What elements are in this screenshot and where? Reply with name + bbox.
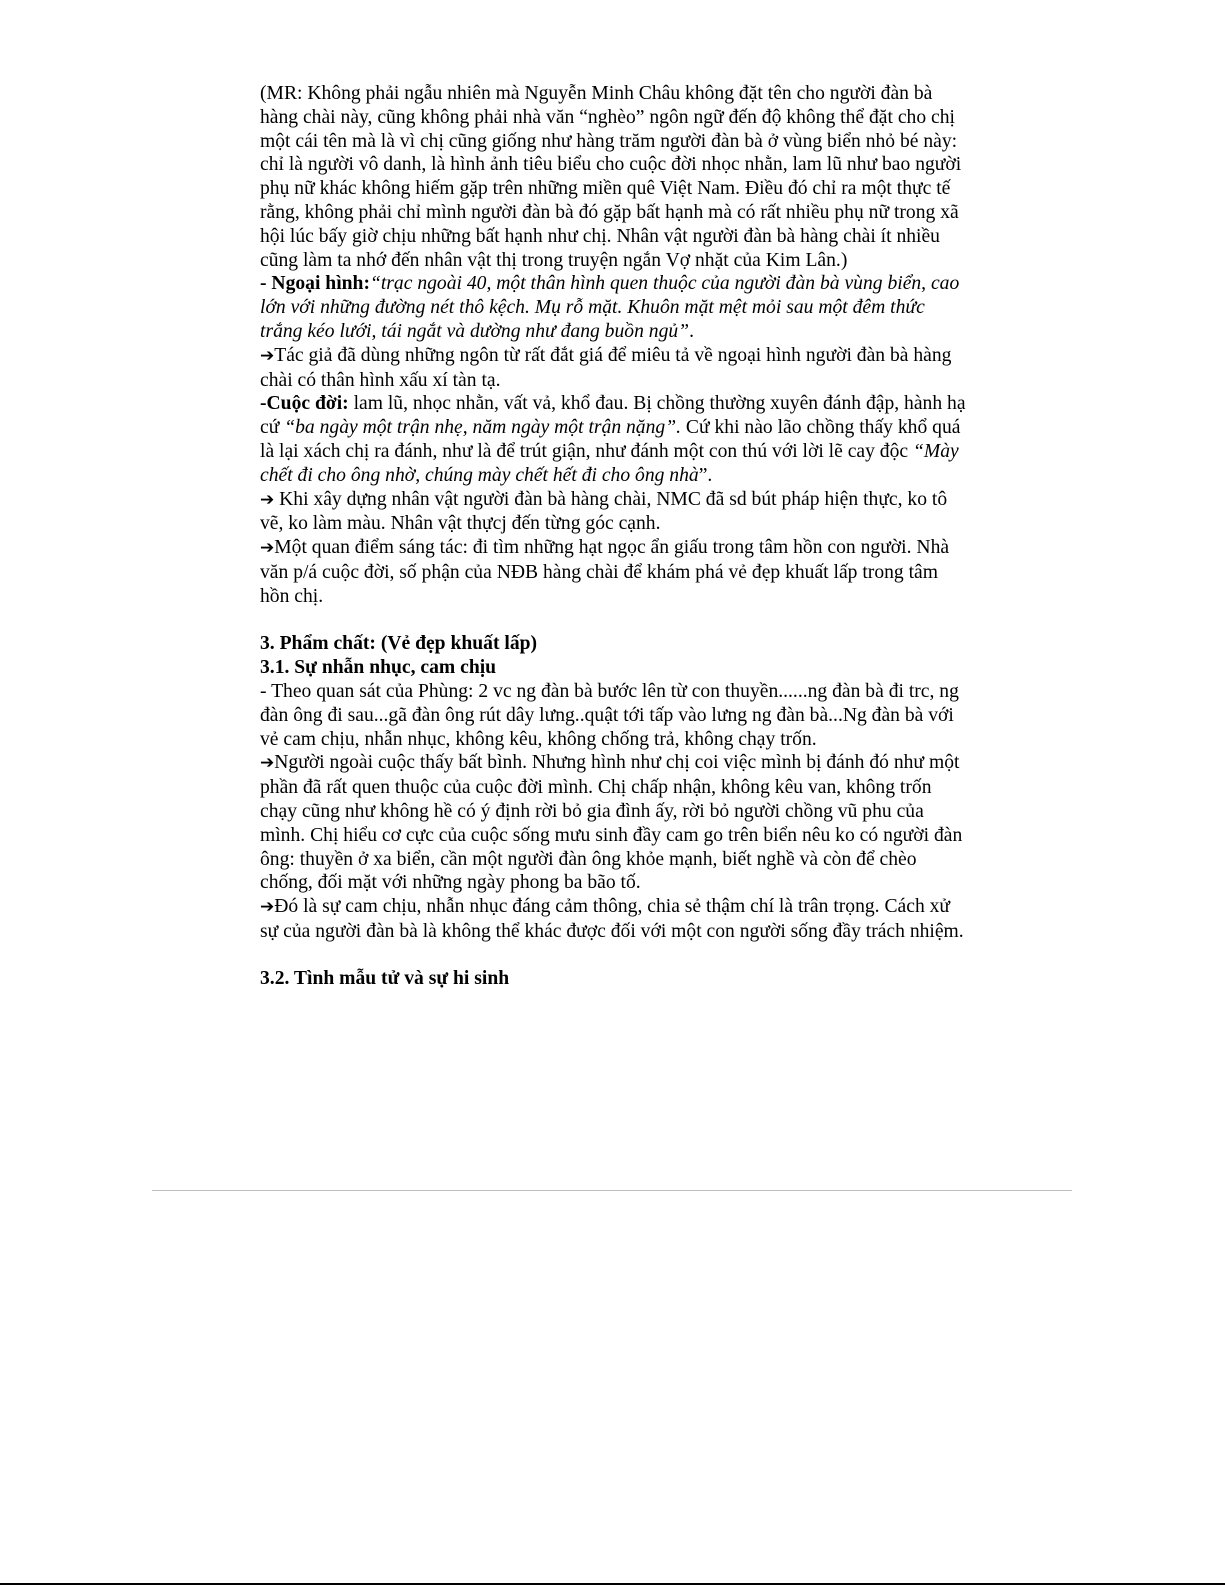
life-text-1: lam lũ, nhọc nhằn, vất vả, khổ đau. Bị chồng thường xuyên đánh đập, hành hạ cứ (260, 393, 966, 439)
document-body (260, 82, 968, 991)
method-note-text: Khi xây dựng nhân vật người đàn bà hàng chài, NMC đã sd bút pháp hiện thực, ko tô vẽ, ko làm màu. Nhân vật thựcj đến từng góc cạnh. (260, 488, 948, 535)
right-arrow-icon: ➔ (260, 489, 275, 510)
life-paragraph (260, 392, 968, 487)
reaction-note-text: Người ngoài cuộc thấy bất bình. Nhưng hình như chị coi việc mình bị đánh đó như một phần đã rất quen thuộc của cuộc đời mình. Chị chấp nhận, không kêu van, không trốn chạy cũng như không hề có ý định rời bỏ gia đình ấy, rời bỏ người chồng vũ phu của mình. Chị hiểu cơ cực của cuộc sống mưu sinh đầy cam go trên biển nêu ko có người đàn ông: thuyền ở xa biển, cần một người đàn ông khỏe mạnh, biết nghề và còn để chèo chống, đối mặt với những ngày phong ba bão tố. (260, 752, 963, 894)
viewpoint-note-paragraph (260, 536, 968, 608)
life-quote-2: “Mày chết đi cho ông nhờ, chúng mày chết hết đi cho ông nhà (260, 440, 959, 486)
right-arrow-icon: ➔ (260, 753, 275, 774)
section-heading-3: 3. Phẩm chất: (Vẻ đẹp khuất lấp) (260, 633, 538, 655)
right-arrow-icon: ➔ (260, 345, 275, 366)
appearance-paragraph (260, 272, 968, 343)
method-note-paragraph (260, 488, 968, 537)
appearance-quote: “trạc ngoài 40, một thân hình quen thuộc của người đàn bà vùng biển, cao lớn với những đường nét thô kệch. Mụ rỗ mặt. Khuôn mặt mệt mỏi sau một đêm thức trắng kéo lưới, tái ngắt và dường như đang buồn ngủ” (260, 273, 960, 342)
life-label: -Cuộc đời: (260, 393, 349, 415)
section-heading-3-2: 3.2. Tình mẫu tử và sự hi sinh (260, 968, 510, 990)
intro-paragraph: (MR: Không phải ngẫu nhiên mà Nguyễn Minh Châu không đặt tên cho người đàn bà hàng chài này, cũng không phải nhà văn “nghèo” ngôn ngữ đến độ không thể đặt cho chị một cái tên mà là vì chị cũng giống như hàng trăm người đàn bà ở vùng biển nhỏ bé này: chỉ là người vô danh, là hình ảnh tiêu biểu cho cuộc đời nhọc nhằn, lam lũ như bao người phụ nữ khác không hiếm gặp trên những miền quê Việt Nam. Điều đó chỉ ra một thực tế rằng, không phải chỉ mình người đàn bà đó gặp bất hạnh mà có rất nhiều phụ nữ trong xã hội lúc bấy giờ chịu những bất hạnh như chị. Nhân vật người đàn bà hàng chài ít nhiều cũng làm ta nhớ đến nhân vật thị trong truyện ngắn Vợ nhặt của Kim Lân.) (260, 83, 962, 271)
observation-paragraph: - Theo quan sát của Phùng: 2 vc ng đàn bà bước lên từ con thuyền......ng đàn bà đi trc, ng đàn ông đi sau...gã đàn ông rút dây lưng..quật tới tấp vào lưng ng đàn bà...Ng đàn bà với vẻ cam chịu, nhẫn nhục, không kêu, không chống trả, không chạy trốn. (260, 680, 959, 750)
life-text-2: Cứ khi nào lão chồng thấy khổ quá là lại xách chị ra đánh, như là để trút giận, như đánh một con thú với lời lẽ cay độc (260, 417, 961, 462)
right-arrow-icon: ➔ (260, 538, 275, 559)
appearance-note-paragraph (260, 344, 968, 393)
appearance-note-text: Tác giả đã dùng những ngôn từ rất đắt giá để miêu tả về ngoại hình người đàn bà hàng chài có thân hình xấu xí tàn tạ. (260, 344, 952, 391)
paragraph-spacer (260, 944, 968, 968)
right-arrow-icon: ➔ (260, 897, 275, 918)
paragraph-spacer (260, 609, 968, 633)
reaction-note-paragraph (260, 751, 968, 895)
appearance-end: . (689, 320, 694, 342)
conclusion-note-paragraph (260, 895, 968, 944)
section-heading-3-1: 3.1. Sự nhẫn nhục, cam chịu (260, 657, 497, 679)
life-end: ”. (698, 464, 713, 486)
life-quote-1: “ba ngày một trận nhẹ, năm ngày một trận nặng”. (284, 417, 681, 439)
page-divider (152, 1190, 1072, 1191)
viewpoint-note-text: Một quan điểm sáng tác: đi tìm những hạt ngọc ẩn giấu trong tâm hồn con người. Nhà văn p/á cuộc đời, số phận của NĐB hàng chài để khám phá vẻ đẹp khuất lấp trong tâm hồn chị. (260, 537, 950, 607)
appearance-label: - Ngoại hình: (260, 273, 370, 295)
conclusion-note-text: Đó là sự cam chịu, nhẫn nhục đáng cảm thông, chia sẻ thậm chí là trân trọng. Cách xử sự của người đàn bà là không thể khác được đối với một con người sống đầy trách nhiệm. (260, 896, 964, 942)
